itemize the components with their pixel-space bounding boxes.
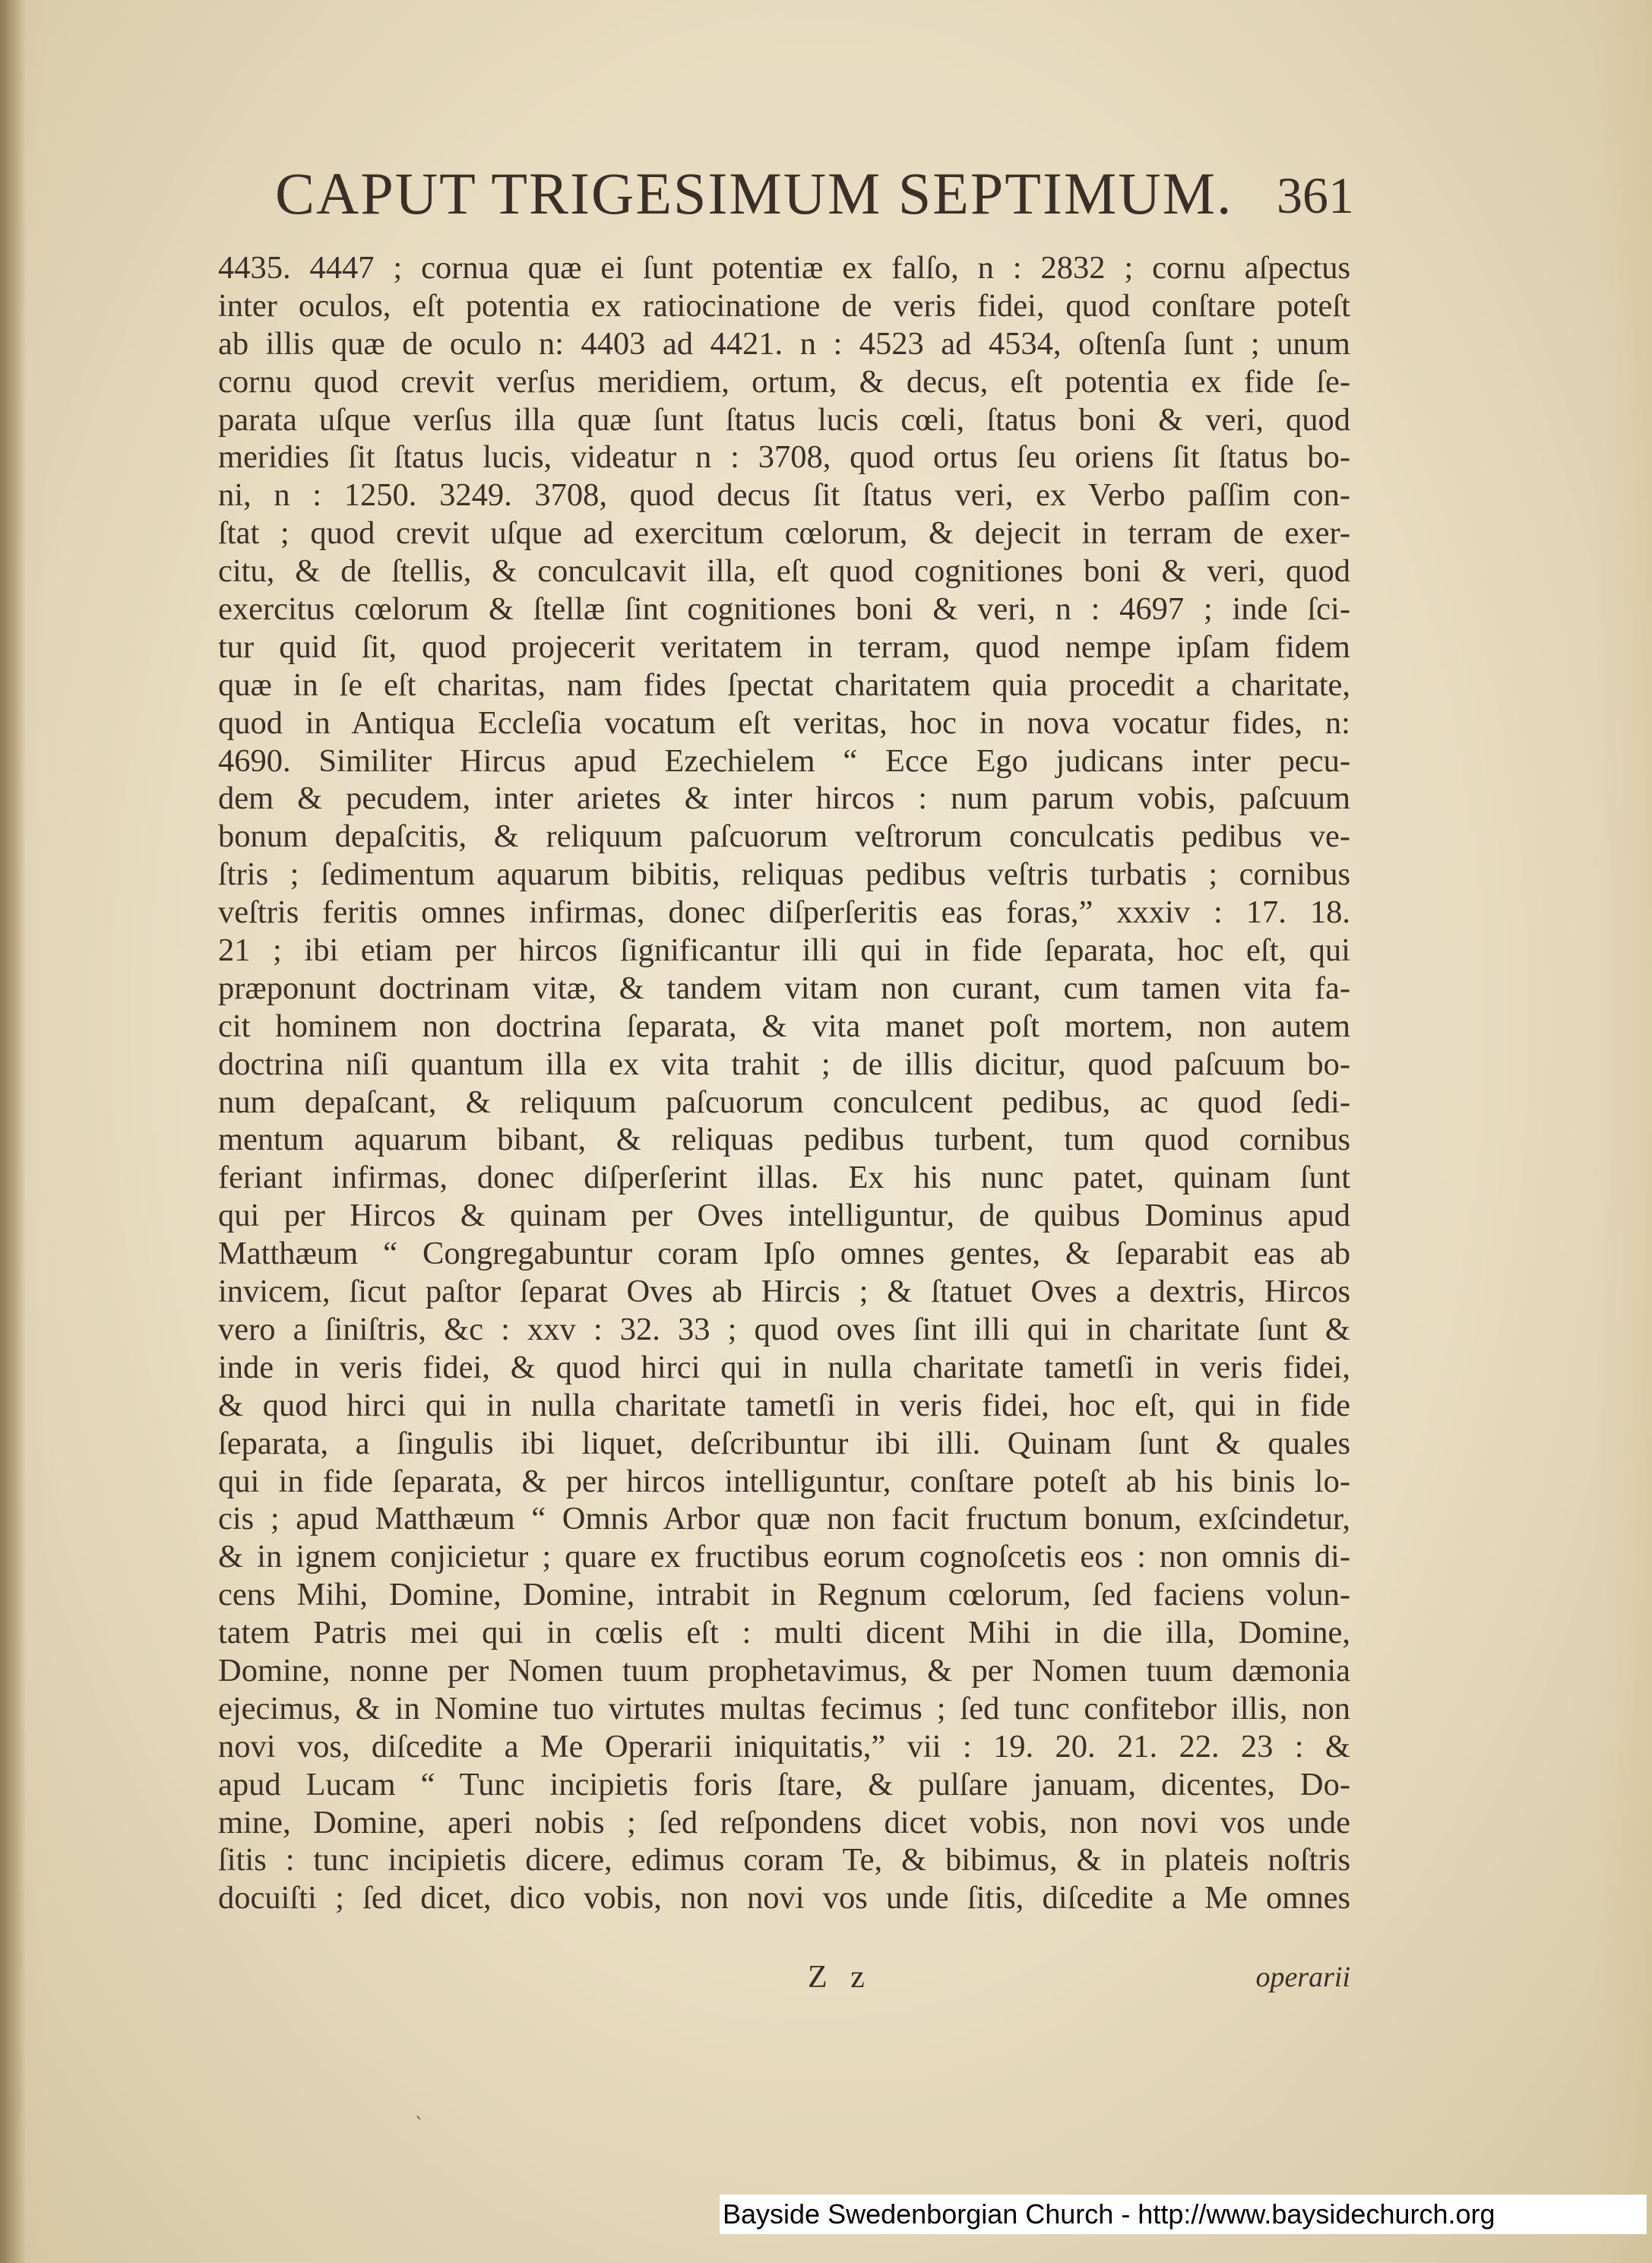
text-line: qui per Hircos & quinam per Oves intelliguntur, de quibus Dominus apud xyxy=(218,1198,1350,1234)
text-line: & in ignem conjicietur ; quare ex fructibus eorum cognoſcetis eos : non omnis di- xyxy=(218,1539,1350,1575)
text-line: ſeparata, a ſingulis ibi liquet, deſcribuntur ibi illi. Quinam ſunt & quales xyxy=(218,1425,1350,1461)
text-line: 21 ; ibi etiam per hircos ſignificantur illi qui in fide ſeparata, hoc eſt, qui xyxy=(218,932,1350,969)
text-line: Matthæum “ Congregabuntur coram Ipſo omnes gentes, & ſeparabit eas ab xyxy=(218,1236,1350,1272)
text-line: parata uſque verſus illa quæ ſunt ſtatus lucis cœli, ſtatus boni & veri, quod xyxy=(218,401,1350,438)
body-text xyxy=(218,249,1350,1917)
ink-speck: ` xyxy=(415,2114,424,2135)
text-line: num depaſcant, & reliquum paſcuorum conculcent pedibus, ac quod ſedi- xyxy=(218,1084,1350,1120)
text-line: tatem Patris mei qui in cœlis eſt : multi dicent Mihi in die illa, Domine, xyxy=(218,1615,1350,1651)
text-line: apud Lucam “ Tunc incipietis foris ſtare, & pulſare januam, dicentes, Do- xyxy=(218,1766,1350,1802)
text-line: & quod hirci qui in nulla charitate tametſi in veris fidei, hoc eſt, qui in fide xyxy=(218,1387,1350,1423)
text-line: ejecimus, & in Nomine tuo virtutes multas fecimus ; ſed tunc confitebor illis, non xyxy=(218,1690,1350,1727)
text-line: ſitis : tunc incipietis dicere, edimus coram Te, & bibimus, & in plateis noſtris xyxy=(218,1842,1350,1878)
text-line: bonum depaſcitis, & reliquum paſcuorum veſtrorum conculcatis pedibus ve- xyxy=(218,818,1350,855)
text-line: citu, & de ſtellis, & conculcavit illa, eſt quod cognitiones boni & veri, quod xyxy=(218,553,1350,590)
text-line: ab illis quæ de oculo n: 4403 ad 4421. n : 4523 ad 4534, oſtenſa ſunt ; unum xyxy=(218,325,1350,362)
page-footer xyxy=(218,1959,1350,2005)
text-line: veſtris feritis omnes infirmas, donec diſperſeritis eas foras,” xxxiv : 17. 18. xyxy=(218,894,1350,931)
text-line: docuiſti ; ſed dicet, dico vobis, non novi vos unde ſitis, diſcedite a Me omnes xyxy=(218,1880,1350,1916)
text-line: invicem, ſicut paſtor ſeparat Oves ab Hircis ; & ſtatuet Oves a dextris, Hircos xyxy=(218,1274,1350,1310)
text-line: tur quid ſit, quod projecerit veritatem in terram, quod nempe ipſam fidem xyxy=(218,628,1350,665)
text-line: ni, n : 1250. 3249. 3708, quod decus ſit ſtatus veri, ex Verbo paſſim con- xyxy=(218,477,1350,514)
text-line: exercitus cœlorum & ſtellæ ſint cognitiones boni & veri, n : 4697 ; inde ſci- xyxy=(218,591,1350,628)
signature-mark: Z z xyxy=(808,1960,872,1995)
page-number: 361 xyxy=(1277,166,1354,224)
text-line: feriant infirmas, donec diſperſerint illas. Ex his nunc patet, quinam ſunt xyxy=(218,1160,1350,1196)
watermark-credit: Bayside Swedenborgian Church - http://www.baysidechurch.org xyxy=(720,2195,1647,2234)
text-line: præponunt doctrinam vitæ, & tandem vitam non curant, cum tamen vita fa- xyxy=(218,970,1350,1006)
page-header xyxy=(275,160,1354,236)
text-line: 4435. 4447 ; cornua quæ ei ſunt potentiæ ex falſo, n : 2832 ; cornu aſpectus xyxy=(218,250,1350,286)
catchword: operarii xyxy=(1255,1961,1350,1993)
text-line: inde in veris fidei, & quod hirci qui in nulla charitate tametſi in veris fidei, xyxy=(218,1349,1350,1385)
text-line: cens Mihi, Domine, Domine, intrabit in Regnum cœlorum, ſed faciens volun- xyxy=(218,1577,1350,1613)
text-line: vero a ſiniſtris, &c : xxv : 32. 33 ; quod oves ſint illi qui in charitate ſunt & xyxy=(218,1311,1350,1347)
text-line: cit hominem non doctrina ſeparata, & vita manet poſt mortem, non autem xyxy=(218,1008,1350,1044)
text-line: ſtat ; quod crevit uſque ad exercitum cœlorum, & dejecit in terram de exer- xyxy=(218,515,1350,552)
page-gutter-shadow xyxy=(0,0,26,2263)
text-line: meridies ſit ſtatus lucis, videatur n : 3708, quod ortus ſeu oriens ſit ſtatus bo- xyxy=(218,439,1350,476)
text-line: doctrina niſi quantum illa ex vita trahit ; de illis dicitur, quod paſcuum bo- xyxy=(218,1046,1350,1082)
text-line: qui in fide ſeparata, & per hircos intelliguntur, conſtare poteſt ab his binis lo- xyxy=(218,1463,1350,1499)
text-line: cis ; apud Matthæum “ Omnis Arbor quæ non facit fructum bonum, exſcindetur, xyxy=(218,1501,1350,1537)
text-line: inter oculos, eſt potentia ex ratiocinatione de veris fidei, quod conſtare poteſt xyxy=(218,287,1350,324)
text-line: 4690. Similiter Hircus apud Ezechielem “ Ecce Ego judicans inter pecu- xyxy=(218,742,1350,779)
text-line: novi vos, diſcedite a Me Operarii iniquitatis,” vii : 19. 20. 21. 22. 23 : & xyxy=(218,1728,1350,1765)
text-line: ſtris ; ſedimentum aquarum bibitis, reliquas pedibus veſtris turbatis ; cornibus xyxy=(218,856,1350,893)
text-line: mentum aquarum bibant, & reliquas pedibus turbent, tum quod cornibus xyxy=(218,1122,1350,1158)
running-title: CAPUT TRIGESIMUM SEPTIMUM. xyxy=(275,160,1233,226)
text-line: cornu quod crevit verſus meridiem, ortum, & decus, eſt potentia ex fide ſe- xyxy=(218,363,1350,400)
text-line: quæ in ſe eſt charitas, nam fides ſpectat charitatem quia procedit a charitate, xyxy=(218,666,1350,703)
text-line: dem & pecudem, inter arietes & inter hircos : num parum vobis, paſcuum xyxy=(218,780,1350,817)
text-line: quod in Antiqua Eccleſia vocatum eſt veritas, hoc in nova vocatur fides, n: xyxy=(218,704,1350,741)
text-line: Domine, nonne per Nomen tuum prophetavimus, & per Nomen tuum dæmonia xyxy=(218,1652,1350,1689)
text-line: mine, Domine, aperi nobis ; ſed reſpondens dicet vobis, non novi vos unde xyxy=(218,1804,1350,1840)
